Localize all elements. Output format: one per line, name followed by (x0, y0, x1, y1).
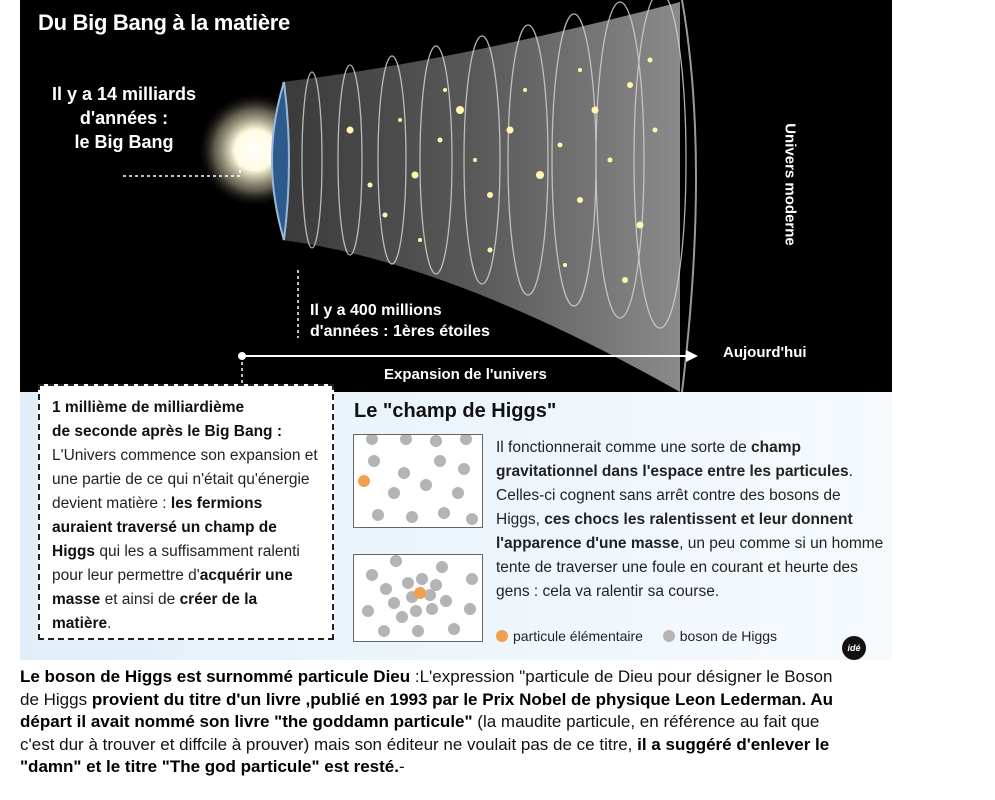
today-label: Aujourd'hui (723, 344, 807, 361)
first-stars-label: Il y a 400 millions d'années : 1ères étoiles (310, 302, 490, 340)
infographic-title: Du Big Bang à la matière (38, 10, 290, 35)
particle-legend-dot (496, 630, 508, 642)
modern-universe-label: Univers moderne (781, 123, 799, 246)
ide-logo: idé (842, 636, 866, 660)
particles-clustered-diagram (353, 554, 483, 642)
big-bang-infographic (20, 0, 892, 660)
boson-legend-dot (663, 630, 675, 642)
higgs-field-description: Il fonctionnerait comme une sorte de champ gravitationnel dans l'espace entre les particules. Celles-ci cognent sans arrêt contre des bosons de Higgs, ces chocs les ralentissent et leur donnent l'apparence d'une masse, un peu comme si un homme tente de traverser une foule en courant et heurte des gens : cela va ralentir sa course. (496, 439, 884, 600)
universe-expansion-panel (20, 0, 892, 392)
big-bang-label: Il y a 14 milliards d'années : le Big Bang (51, 84, 197, 152)
millisecond-box: 1 millième de milliardième de seconde après le Big Bang : L'Univers commence son expansion et une partie de ce qui n'était qu'énergie devient matière : les fermions auraient traversé un champ de Higgs qui les a suffisamment ralenti pour leur permettre d'acquérir une masse et ainsi de créer de la matière. (38, 384, 334, 640)
higgs-field-title: Le "champ de Higgs" (354, 400, 557, 422)
particles-scattered-diagram (353, 434, 483, 528)
expansion-label: Expansion de l'univers (384, 366, 547, 383)
legend: particule élémentaire boson de Higgs (496, 628, 777, 644)
higgs-panel (20, 392, 892, 660)
caption-text: Le boson de Higgs est surnommé particule Dieu :L'expression "particule de Dieu pour désigner le Boson de Higgs provient du titre d'un livre ,publié en 1993 par le Prix Nobel de physique Leon Lederman. Au départ il avait nommé son livre "the goddamn particule" (la maudite particule, en référence au fait que c'est dur à trouver et diffcile à prouver) mais son éditeur ne voulait pas de ce titre, il a suggéré d'enlever le "damn" et le titre "The god particule" est resté.- (20, 667, 834, 776)
cone-opening (682, 0, 696, 392)
